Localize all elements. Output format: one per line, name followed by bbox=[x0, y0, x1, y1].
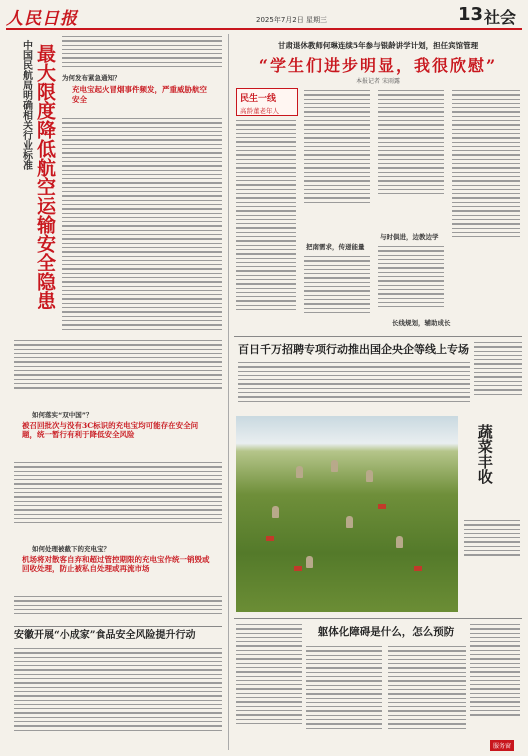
feature-col-3b bbox=[378, 246, 444, 307]
page-number: 13 bbox=[458, 4, 484, 25]
divider bbox=[234, 618, 522, 619]
lead-q3: 如何处理被截下的充电宝？ bbox=[32, 545, 110, 553]
lead-q1-answer: 充电宝起火冒烟事件频发，严重威胁航空安全 bbox=[72, 85, 207, 104]
jobs-side-column bbox=[474, 342, 522, 395]
bottom-right-col-4 bbox=[470, 624, 520, 716]
feature-overline: 甘肃退休教师何琳连续5年参与银龄讲学计划，担任宾馆管理 bbox=[277, 41, 479, 50]
feature-byline: 本报记者 宋雨露 bbox=[356, 78, 400, 85]
column-divider bbox=[228, 34, 229, 750]
bottom-right-col-3 bbox=[388, 646, 466, 729]
feature-sub-3: 长线规划，辅助成长 bbox=[392, 319, 451, 327]
feature-box bbox=[236, 88, 298, 116]
service-tag: 服务窗 bbox=[490, 740, 514, 751]
bottom-left-headline: 安徽开展“小成家”食品安全风险提升行动 bbox=[14, 630, 196, 641]
feature-sub-1: 把南需求，传递能量 bbox=[306, 243, 365, 251]
dateline: 2025年7月2日 星期三 bbox=[256, 16, 327, 24]
bottom-left-body bbox=[14, 648, 222, 731]
feature-headline: “学生们进步明显，我很欣慰” bbox=[258, 56, 498, 75]
jobs-body bbox=[238, 362, 470, 402]
photo-title: 蔬菜丰收 bbox=[475, 424, 494, 484]
farm-photo bbox=[236, 416, 458, 612]
jobs-headline: 百日千万招聘专项行动推出国企央企等线上专场 bbox=[238, 343, 469, 356]
lead-q3-answer: 机场将对散客自弃和超过管控期限的充电宝作统一销毁或回收处理，防止被私自处理或再流市场 bbox=[22, 555, 210, 574]
lead-q2: 如何落实“双中国”？ bbox=[32, 411, 93, 419]
feature-col-1 bbox=[236, 120, 296, 310]
lead-text-block-3 bbox=[14, 462, 222, 523]
lead-text-block-1 bbox=[62, 118, 222, 330]
feature-col-2b bbox=[304, 256, 370, 313]
photo-caption bbox=[464, 520, 520, 556]
bottom-right-col-2 bbox=[306, 646, 382, 729]
feature-col-3 bbox=[378, 90, 444, 194]
lead-q2-answer: 被召回批次与没有3C标识的充电宝均可能存在安全问题，统一暂行有利于降低安全风险 bbox=[22, 421, 199, 440]
feature-col-2 bbox=[304, 90, 370, 203]
lead-headline: 最大限度降低航空运输安全隐患 bbox=[33, 44, 56, 310]
bottom-right-headline: 躯体化障碍是什么，怎么预防 bbox=[317, 626, 455, 638]
lead-text-block-2 bbox=[14, 340, 222, 389]
feature-box-sub: 高龄董老年人 bbox=[240, 107, 279, 115]
feature-col-4 bbox=[452, 90, 520, 237]
lead-text-block-4 bbox=[14, 596, 222, 614]
feature-box-label: 民生一线 bbox=[240, 94, 277, 104]
section-name: 社会 bbox=[484, 8, 517, 27]
divider bbox=[14, 626, 222, 627]
divider bbox=[234, 336, 522, 337]
feature-sub-2: 与时俱进，边教边学 bbox=[380, 233, 439, 241]
bottom-right-col-1 bbox=[236, 624, 302, 724]
lead-q1: 为何发布紧急通知？ bbox=[62, 74, 121, 83]
newspaper-logo: 人民日报 bbox=[6, 9, 78, 29]
lead-kicker: 中国民航局明确相关行业标准 bbox=[20, 40, 32, 170]
masthead bbox=[6, 6, 522, 30]
